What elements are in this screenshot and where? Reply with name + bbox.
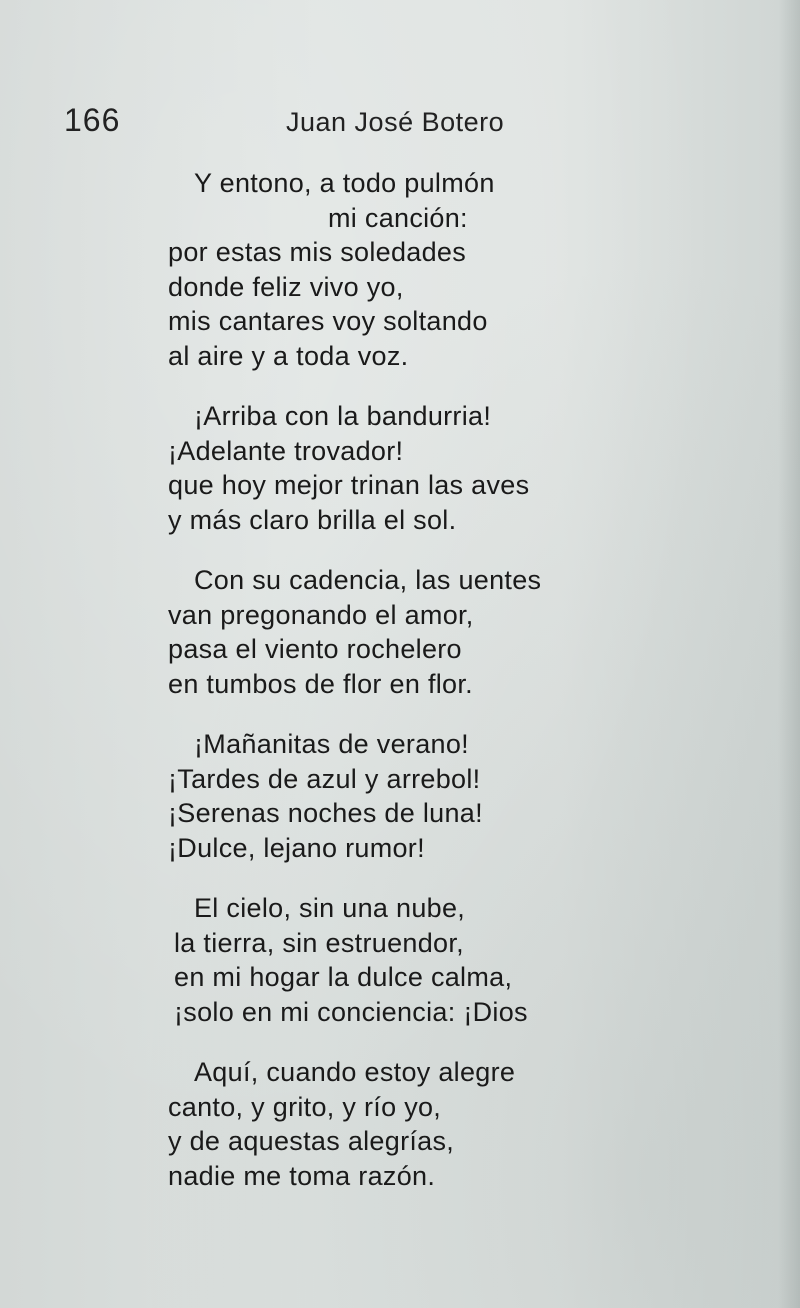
poem-line: nadie me toma razón. <box>168 1160 436 1191</box>
poem-line: mi canción: <box>328 202 468 233</box>
poem-line: por estas mis soledades <box>168 237 467 267</box>
page-number: 166 <box>64 102 121 138</box>
stanza-4 <box>168 727 768 865</box>
poem-line: ¡Adelante trovador! <box>168 435 404 466</box>
stanza-5 <box>168 891 768 1029</box>
poem-line: Y entono, a todo pulmón <box>194 168 495 198</box>
poem-line: y de aquestas alegrías, <box>168 1126 455 1156</box>
stanza-2 <box>168 399 768 537</box>
poem-line: ¡solo en mi conciencia: ¡Dios <box>174 996 528 1027</box>
poem-line: en tumbos de flor en flor. <box>168 668 473 699</box>
poem-line: Con su cadencia, las uentes <box>194 565 542 595</box>
stanza-3 <box>168 563 768 701</box>
poem-line: ¡Mañanitas de verano! <box>194 729 469 759</box>
poem-line: que hoy mejor trinan las aves <box>168 470 530 500</box>
poem-line: Aquí, cuando estoy alegre <box>194 1057 516 1087</box>
poem-line: van pregonando el amor, <box>168 599 474 630</box>
running-head: Juan José Botero <box>286 107 505 137</box>
poem-line: pasa el viento rochelero <box>168 634 462 664</box>
poem-line: mis cantares voy soltando <box>168 306 488 336</box>
poem-line: El cielo, sin una nube, <box>194 893 466 923</box>
poem-line: ¡Serenas noches de luna! <box>168 798 483 828</box>
poem-line: canto, y grito, y río yo, <box>168 1091 442 1122</box>
poem-line: y más claro brilla el sol. <box>168 504 457 535</box>
stanza-6 <box>168 1055 768 1193</box>
poem-line: ¡Dulce, lejano rumor! <box>168 832 425 863</box>
poem-line: al aire y a toda voz. <box>168 340 409 371</box>
poem-line: ¡Tardes de azul y arrebol! <box>168 763 481 794</box>
poem-line: la tierra, sin estruendor, <box>174 927 464 958</box>
stanza-1 <box>168 166 768 373</box>
poem-line: en mi hogar la dulce calma, <box>174 962 513 992</box>
poem-line: ¡Arriba con la bandurria! <box>194 401 492 431</box>
page-edge-shadow <box>778 0 800 1308</box>
poem-line: donde feliz vivo yo, <box>168 271 404 302</box>
poem-body <box>168 166 768 1219</box>
